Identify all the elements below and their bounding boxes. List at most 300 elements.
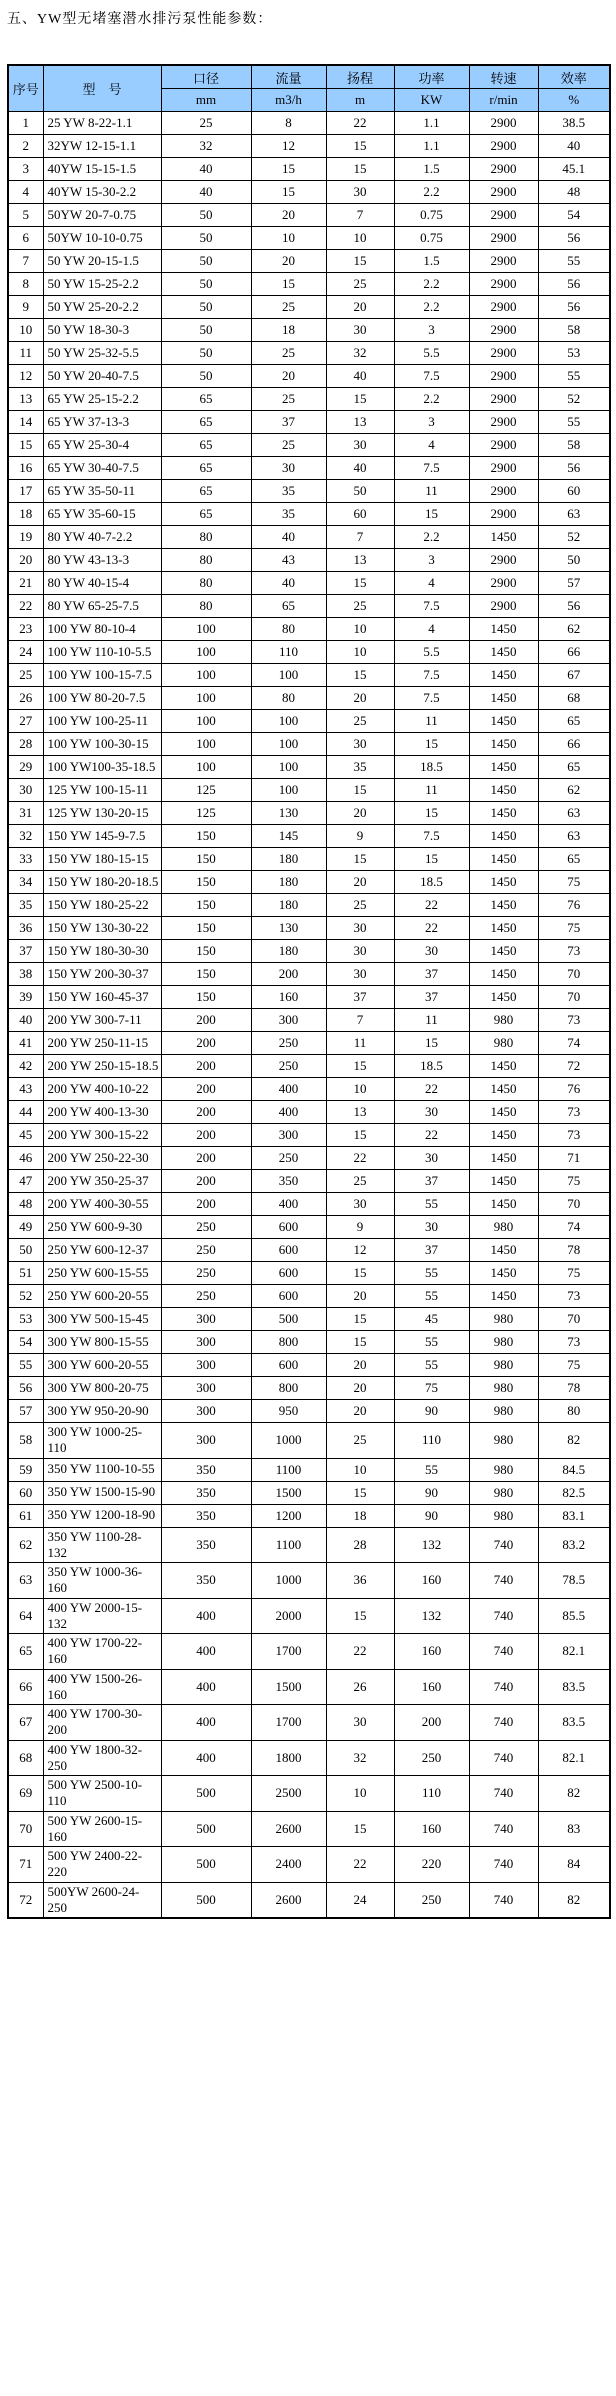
cell-diameter-mm: 250 [161,1216,251,1239]
cell-efficiency-pct: 83.1 [538,1504,610,1527]
cell-speed-rpm: 2900 [469,227,538,250]
cell-efficiency-pct: 62 [538,779,610,802]
table-row [8,342,610,365]
cell-serial: 27 [8,710,43,733]
page-title: 五、YW型无堵塞潜水排污泵性能参数： [7,12,273,27]
table-header [8,65,610,112]
cell-model: 65 YW 35-50-11 [43,480,161,503]
cell-power-kw: 22 [394,917,469,940]
cell-power-kw: 160 [394,1811,469,1847]
cell-serial: 71 [8,1847,43,1883]
cell-model: 400 YW 1700-22-160 [43,1634,161,1670]
cell-head-m: 9 [326,825,394,848]
table-row [8,1669,610,1705]
cell-power-kw: 5.5 [394,641,469,664]
cell-speed-rpm: 740 [469,1811,538,1847]
cell-serial: 29 [8,756,43,779]
cell-flow-m3h: 160 [251,986,326,1009]
table-row [8,1882,610,1918]
table-row [8,411,610,434]
cell-head-m: 15 [326,388,394,411]
cell-flow-m3h: 800 [251,1331,326,1354]
cell-serial: 55 [8,1354,43,1377]
cell-efficiency-pct: 75 [538,917,610,940]
cell-efficiency-pct: 56 [538,595,610,618]
cell-serial: 53 [8,1308,43,1331]
cell-power-kw: 1.5 [394,250,469,273]
cell-model: 65 YW 25-30-4 [43,434,161,457]
cell-efficiency-pct: 58 [538,319,610,342]
cell-model: 32YW 12-15-1.1 [43,135,161,158]
cell-serial: 8 [8,273,43,296]
cell-serial: 45 [8,1124,43,1147]
cell-speed-rpm: 1450 [469,1124,538,1147]
table-row [8,1776,610,1812]
cell-efficiency-pct: 74 [538,1216,610,1239]
cell-diameter-mm: 350 [161,1504,251,1527]
cell-head-m: 26 [326,1669,394,1705]
cell-power-kw: 55 [394,1354,469,1377]
table-row [8,618,610,641]
cell-speed-rpm: 1450 [469,756,538,779]
table-row [8,894,610,917]
cell-head-m: 20 [326,1377,394,1400]
table-row [8,503,610,526]
cell-speed-rpm: 1450 [469,710,538,733]
cell-serial: 21 [8,572,43,595]
cell-serial: 56 [8,1377,43,1400]
cell-serial: 42 [8,1055,43,1078]
cell-head-m: 15 [326,1481,394,1504]
cell-diameter-mm: 500 [161,1776,251,1812]
cell-power-kw: 3 [394,411,469,434]
cell-model: 65 YW 25-15-2.2 [43,388,161,411]
cell-power-kw: 55 [394,1285,469,1308]
cell-serial: 32 [8,825,43,848]
cell-diameter-mm: 200 [161,1170,251,1193]
cell-serial: 49 [8,1216,43,1239]
cell-serial: 34 [8,871,43,894]
cell-head-m: 15 [326,1308,394,1331]
cell-power-kw: 55 [394,1458,469,1481]
header-model: 型 号 [43,65,161,112]
cell-speed-rpm: 740 [469,1527,538,1563]
cell-head-m: 25 [326,894,394,917]
table-row [8,1193,610,1216]
cell-efficiency-pct: 63 [538,825,610,848]
cell-flow-m3h: 2500 [251,1776,326,1812]
cell-head-m: 13 [326,411,394,434]
cell-diameter-mm: 300 [161,1331,251,1354]
cell-flow-m3h: 80 [251,687,326,710]
cell-efficiency-pct: 63 [538,503,610,526]
cell-diameter-mm: 150 [161,871,251,894]
table-row [8,1009,610,1032]
cell-flow-m3h: 800 [251,1377,326,1400]
cell-efficiency-pct: 82 [538,1882,610,1918]
cell-flow-m3h: 600 [251,1216,326,1239]
cell-head-m: 15 [326,779,394,802]
cell-speed-rpm: 2900 [469,480,538,503]
table-row [8,595,610,618]
table-row [8,1331,610,1354]
cell-efficiency-pct: 56 [538,227,610,250]
cell-head-m: 15 [326,848,394,871]
cell-efficiency-pct: 65 [538,710,610,733]
cell-head-m: 22 [326,112,394,135]
cell-flow-m3h: 80 [251,618,326,641]
cell-power-kw: 0.75 [394,204,469,227]
cell-head-m: 10 [326,641,394,664]
cell-efficiency-pct: 73 [538,1124,610,1147]
cell-model: 500 YW 2400-22-220 [43,1847,161,1883]
cell-diameter-mm: 32 [161,135,251,158]
cell-flow-m3h: 1500 [251,1669,326,1705]
cell-serial: 44 [8,1101,43,1124]
cell-flow-m3h: 12 [251,135,326,158]
cell-serial: 22 [8,595,43,618]
cell-model: 200 YW 250-11-15 [43,1032,161,1055]
cell-power-kw: 15 [394,848,469,871]
cell-head-m: 30 [326,1705,394,1741]
cell-power-kw: 37 [394,986,469,1009]
cell-flow-m3h: 25 [251,296,326,319]
table-row [8,963,610,986]
cell-model: 250 YW 600-15-55 [43,1262,161,1285]
cell-model: 50YW 10-10-0.75 [43,227,161,250]
cell-diameter-mm: 80 [161,526,251,549]
cell-diameter-mm: 250 [161,1239,251,1262]
table-row [8,1308,610,1331]
cell-head-m: 20 [326,296,394,319]
cell-diameter-mm: 400 [161,1705,251,1741]
cell-diameter-mm: 50 [161,227,251,250]
cell-efficiency-pct: 48 [538,181,610,204]
cell-serial: 69 [8,1776,43,1812]
cell-power-kw: 15 [394,802,469,825]
cell-model: 200 YW 250-15-18.5 [43,1055,161,1078]
cell-power-kw: 220 [394,1847,469,1883]
cell-speed-rpm: 2900 [469,112,538,135]
table-row [8,526,610,549]
cell-diameter-mm: 200 [161,1147,251,1170]
cell-diameter-mm: 200 [161,1101,251,1124]
table-row [8,848,610,871]
cell-model: 65 YW 30-40-7.5 [43,457,161,480]
cell-speed-rpm: 1450 [469,871,538,894]
cell-flow-m3h: 20 [251,250,326,273]
cell-flow-m3h: 1200 [251,1504,326,1527]
cell-head-m: 10 [326,618,394,641]
cell-speed-rpm: 980 [469,1458,538,1481]
cell-serial: 10 [8,319,43,342]
cell-power-kw: 55 [394,1193,469,1216]
cell-head-m: 40 [326,457,394,480]
cell-serial: 18 [8,503,43,526]
cell-serial: 70 [8,1811,43,1847]
cell-power-kw: 30 [394,940,469,963]
cell-serial: 68 [8,1740,43,1776]
cell-serial: 3 [8,158,43,181]
cell-power-kw: 7.5 [394,595,469,618]
cell-flow-m3h: 600 [251,1354,326,1377]
cell-head-m: 25 [326,595,394,618]
cell-flow-m3h: 100 [251,779,326,802]
cell-model: 150 YW 180-20-18.5 [43,871,161,894]
cell-efficiency-pct: 66 [538,641,610,664]
cell-diameter-mm: 80 [161,549,251,572]
cell-flow-m3h: 110 [251,641,326,664]
cell-flow-m3h: 600 [251,1239,326,1262]
cell-flow-m3h: 20 [251,204,326,227]
cell-efficiency-pct: 83.2 [538,1527,610,1563]
cell-power-kw: 160 [394,1634,469,1670]
cell-serial: 41 [8,1032,43,1055]
cell-head-m: 18 [326,1504,394,1527]
cell-diameter-mm: 100 [161,733,251,756]
cell-serial: 19 [8,526,43,549]
unit-efficiency: % [538,89,610,112]
cell-diameter-mm: 300 [161,1377,251,1400]
cell-diameter-mm: 300 [161,1423,251,1459]
cell-serial: 64 [8,1598,43,1634]
cell-diameter-mm: 200 [161,1055,251,1078]
table-row [8,1811,610,1847]
cell-diameter-mm: 150 [161,848,251,871]
cell-power-kw: 7.5 [394,365,469,388]
cell-head-m: 15 [326,1598,394,1634]
cell-power-kw: 37 [394,1239,469,1262]
cell-model: 150 YW 180-30-30 [43,940,161,963]
cell-diameter-mm: 100 [161,687,251,710]
cell-head-m: 25 [326,273,394,296]
cell-model: 250 YW 600-20-55 [43,1285,161,1308]
cell-speed-rpm: 1450 [469,1285,538,1308]
cell-diameter-mm: 50 [161,296,251,319]
cell-model: 300 YW 500-15-45 [43,1308,161,1331]
cell-flow-m3h: 180 [251,940,326,963]
cell-flow-m3h: 180 [251,848,326,871]
cell-diameter-mm: 40 [161,158,251,181]
cell-serial: 72 [8,1882,43,1918]
table-row [8,1101,610,1124]
cell-flow-m3h: 30 [251,457,326,480]
cell-efficiency-pct: 78 [538,1239,610,1262]
table-row [8,365,610,388]
cell-serial: 52 [8,1285,43,1308]
cell-diameter-mm: 200 [161,1193,251,1216]
cell-serial: 58 [8,1423,43,1459]
cell-serial: 12 [8,365,43,388]
cell-model: 300 YW 800-15-55 [43,1331,161,1354]
cell-flow-m3h: 100 [251,733,326,756]
cell-model: 80 YW 65-25-7.5 [43,595,161,618]
cell-head-m: 22 [326,1847,394,1883]
cell-efficiency-pct: 73 [538,940,610,963]
table-row [8,457,610,480]
cell-efficiency-pct: 56 [538,273,610,296]
table-row [8,480,610,503]
cell-head-m: 15 [326,1331,394,1354]
cell-model: 50 YW 18-30-3 [43,319,161,342]
cell-model: 200 YW 350-25-37 [43,1170,161,1193]
cell-speed-rpm: 980 [469,1032,538,1055]
cell-flow-m3h: 100 [251,710,326,733]
cell-serial: 9 [8,296,43,319]
table-row [8,779,610,802]
cell-diameter-mm: 150 [161,917,251,940]
cell-efficiency-pct: 50 [538,549,610,572]
cell-power-kw: 11 [394,1009,469,1032]
cell-serial: 28 [8,733,43,756]
cell-head-m: 36 [326,1563,394,1599]
cell-diameter-mm: 150 [161,894,251,917]
header-flow: 流量 [251,65,326,89]
cell-flow-m3h: 250 [251,1055,326,1078]
cell-flow-m3h: 400 [251,1193,326,1216]
cell-serial: 59 [8,1458,43,1481]
cell-speed-rpm: 1450 [469,733,538,756]
cell-speed-rpm: 1450 [469,848,538,871]
cell-efficiency-pct: 83.5 [538,1705,610,1741]
cell-head-m: 35 [326,756,394,779]
cell-diameter-mm: 200 [161,1032,251,1055]
cell-flow-m3h: 200 [251,963,326,986]
cell-efficiency-pct: 82 [538,1423,610,1459]
cell-model: 150 YW 145-9-7.5 [43,825,161,848]
cell-flow-m3h: 1500 [251,1481,326,1504]
cell-speed-rpm: 2900 [469,388,538,411]
cell-power-kw: 1.5 [394,158,469,181]
cell-efficiency-pct: 62 [538,618,610,641]
cell-model: 500YW 2600-24-250 [43,1882,161,1918]
cell-speed-rpm: 980 [469,1354,538,1377]
cell-head-m: 30 [326,917,394,940]
cell-flow-m3h: 15 [251,273,326,296]
cell-power-kw: 2.2 [394,273,469,296]
cell-model: 40YW 15-30-2.2 [43,181,161,204]
cell-flow-m3h: 600 [251,1262,326,1285]
cell-head-m: 9 [326,1216,394,1239]
cell-flow-m3h: 1000 [251,1423,326,1459]
cell-speed-rpm: 1450 [469,664,538,687]
cell-power-kw: 1.1 [394,135,469,158]
cell-model: 150 YW 180-15-15 [43,848,161,871]
cell-model: 50 YW 15-25-2.2 [43,273,161,296]
cell-efficiency-pct: 78.5 [538,1563,610,1599]
cell-flow-m3h: 1800 [251,1740,326,1776]
cell-flow-m3h: 600 [251,1285,326,1308]
cell-speed-rpm: 1450 [469,526,538,549]
cell-flow-m3h: 2600 [251,1882,326,1918]
cell-flow-m3h: 100 [251,756,326,779]
table-row [8,1527,610,1563]
table-row [8,1262,610,1285]
cell-speed-rpm: 740 [469,1740,538,1776]
cell-efficiency-pct: 75 [538,1354,610,1377]
pump-performance-table [7,64,611,1919]
table-row [8,986,610,1009]
cell-flow-m3h: 8 [251,112,326,135]
cell-model: 300 YW 800-20-75 [43,1377,161,1400]
cell-diameter-mm: 100 [161,756,251,779]
cell-efficiency-pct: 52 [538,526,610,549]
cell-efficiency-pct: 65 [538,848,610,871]
cell-efficiency-pct: 55 [538,365,610,388]
header-speed: 转速 [469,65,538,89]
cell-efficiency-pct: 71 [538,1147,610,1170]
table-row [8,1032,610,1055]
cell-head-m: 10 [326,1458,394,1481]
table-row [8,825,610,848]
cell-head-m: 15 [326,250,394,273]
table-row [8,1740,610,1776]
cell-efficiency-pct: 38.5 [538,112,610,135]
cell-diameter-mm: 500 [161,1882,251,1918]
cell-efficiency-pct: 66 [538,733,610,756]
cell-head-m: 20 [326,1400,394,1423]
header-efficiency: 效率 [538,65,610,89]
cell-diameter-mm: 100 [161,710,251,733]
cell-head-m: 22 [326,1147,394,1170]
table-row [8,733,610,756]
table-row [8,1147,610,1170]
cell-efficiency-pct: 54 [538,204,610,227]
cell-serial: 23 [8,618,43,641]
cell-efficiency-pct: 73 [538,1009,610,1032]
cell-diameter-mm: 50 [161,365,251,388]
table-row [8,1563,610,1599]
cell-head-m: 12 [326,1239,394,1262]
cell-head-m: 28 [326,1527,394,1563]
cell-efficiency-pct: 72 [538,1055,610,1078]
cell-power-kw: 22 [394,1124,469,1147]
cell-serial: 7 [8,250,43,273]
cell-flow-m3h: 40 [251,572,326,595]
cell-efficiency-pct: 75 [538,1170,610,1193]
cell-power-kw: 5.5 [394,342,469,365]
cell-flow-m3h: 2400 [251,1847,326,1883]
cell-speed-rpm: 1450 [469,1193,538,1216]
cell-head-m: 13 [326,549,394,572]
cell-flow-m3h: 350 [251,1170,326,1193]
cell-power-kw: 37 [394,1170,469,1193]
cell-head-m: 20 [326,1285,394,1308]
unit-head: m [326,89,394,112]
table-row [8,1400,610,1423]
cell-speed-rpm: 1450 [469,687,538,710]
table-row [8,1705,610,1741]
cell-flow-m3h: 300 [251,1009,326,1032]
cell-power-kw: 110 [394,1423,469,1459]
cell-model: 300 YW 600-20-55 [43,1354,161,1377]
cell-serial: 14 [8,411,43,434]
cell-efficiency-pct: 80 [538,1400,610,1423]
header-power: 功率 [394,65,469,89]
cell-power-kw: 30 [394,1147,469,1170]
cell-serial: 35 [8,894,43,917]
cell-speed-rpm: 1450 [469,1239,538,1262]
cell-serial: 48 [8,1193,43,1216]
cell-model: 50 YW 25-20-2.2 [43,296,161,319]
cell-speed-rpm: 2900 [469,273,538,296]
cell-diameter-mm: 350 [161,1527,251,1563]
cell-serial: 50 [8,1239,43,1262]
cell-model: 100 YW 80-20-7.5 [43,687,161,710]
header-head: 扬程 [326,65,394,89]
table-row [8,871,610,894]
cell-serial: 24 [8,641,43,664]
